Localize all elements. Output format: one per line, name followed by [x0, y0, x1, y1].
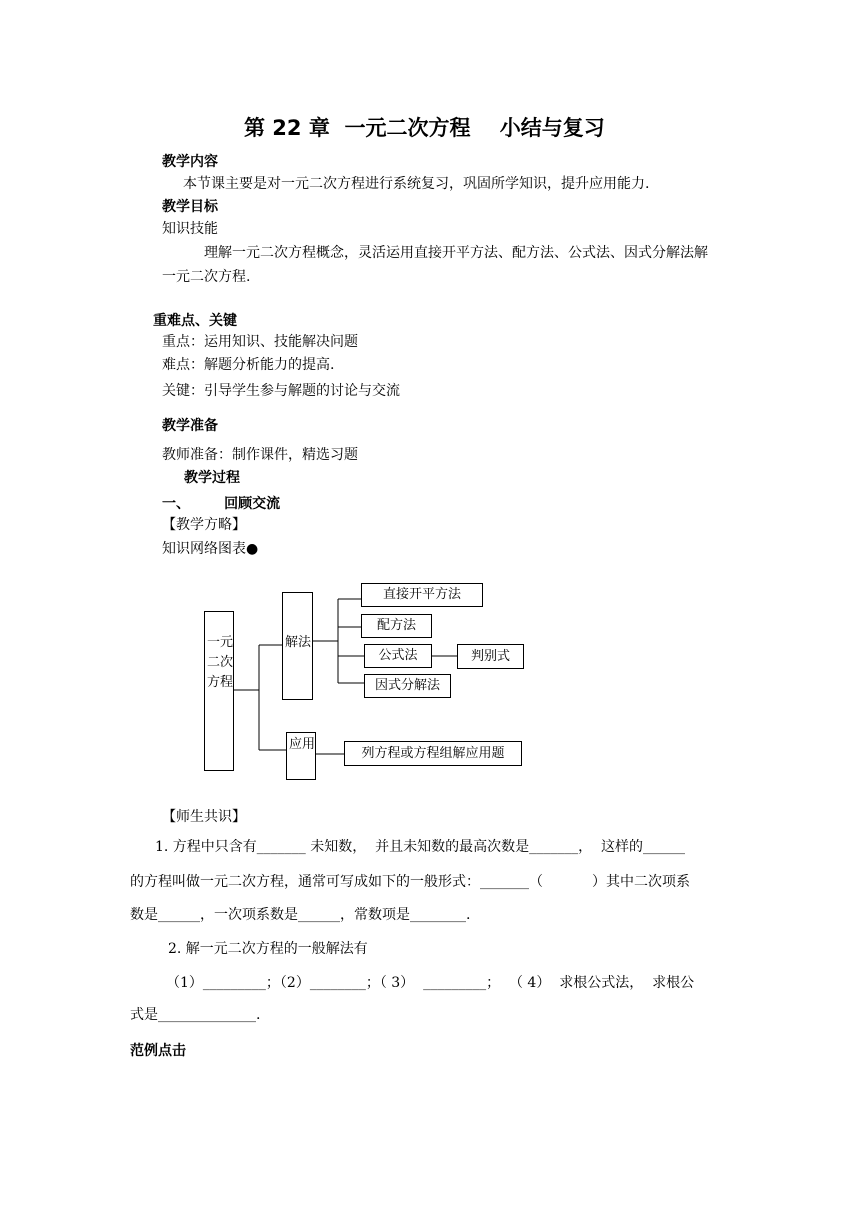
method-direct-label: 直接开平方法	[382, 587, 461, 602]
application-label: 应用	[288, 737, 315, 752]
question-1-line-1: 1. 方程中只含有_______ 未知数， 并且未知数的最高次数是_______， 这样的______	[155, 839, 686, 855]
method-formula-label: 公式法	[378, 648, 418, 663]
consensus-label: 【师生共识】	[162, 809, 246, 825]
content-text: 本节课主要是对一元二次方程进行系统复习，巩固所学知识，提升应用能力.	[183, 176, 650, 192]
application-item-label: 列方程或方程组解应用题	[361, 746, 505, 761]
page-title: 第 22 章 一元二次方程 小结与复习	[244, 116, 605, 140]
skills-line-1: 理解一元二次方程概念，灵活运用直接开平方法、配方法、公式法、因式分解法解	[204, 245, 708, 261]
goal-heading: 教学目标	[162, 199, 218, 215]
root-label: 一元二次方程	[206, 635, 233, 690]
method-box-direct	[361, 583, 483, 607]
method-complete-square-label: 配方法	[376, 618, 416, 633]
discriminant-label: 判别式	[470, 649, 510, 664]
key-point: 关键：引导学生参与解题的讨论与交流	[162, 383, 400, 399]
process-heading: 教学过程	[184, 470, 240, 486]
question-2-line-1: 2. 解一元二次方程的一般解法有	[168, 941, 368, 957]
network-label: 知识网络图表●	[162, 541, 259, 557]
key-difficulty: 难点：解题分析能力的提高.	[162, 357, 335, 373]
examples-heading: 范例点击	[130, 1043, 186, 1059]
method-box-complete-square	[361, 614, 432, 638]
solution-label: 解法	[284, 635, 311, 650]
prep-text: 教师准备：制作课件，精选习题	[162, 447, 358, 463]
skills-line-2: 一元二次方程.	[162, 269, 251, 285]
prep-heading: 教学准备	[162, 418, 218, 434]
key-focus: 重点：运用知识、技能解决问题	[162, 334, 358, 350]
application-item-box	[344, 741, 522, 766]
question-1-line-3: 数是______，一次项系数是______，常数项是________.	[130, 907, 471, 923]
method-box-factoring	[364, 674, 451, 698]
method-factoring-label: 因式分解法	[374, 678, 440, 693]
question-1-line-2: 的方程叫做一元二次方程，通常可写成如下的一般形式：_______（ ）其中二次项系	[130, 874, 690, 890]
question-2-line-3: 式是______________.	[130, 1007, 261, 1023]
application-box	[286, 732, 316, 780]
review-heading: 一、 回顾交流	[162, 496, 281, 512]
method-box-formula	[364, 644, 432, 668]
key-heading: 重难点、关键	[153, 313, 237, 329]
question-2-line-2: （1）_________；（2）________；（ 3） _________； （ 4） 求根公式法， 求根公	[166, 975, 695, 991]
solution-box	[282, 592, 313, 700]
strategy-label: 【教学方略】	[162, 517, 246, 533]
root-box	[204, 611, 234, 771]
content-heading: 教学内容	[162, 154, 218, 170]
discriminant-box	[457, 644, 524, 669]
skills-heading: 知识技能	[162, 221, 218, 237]
